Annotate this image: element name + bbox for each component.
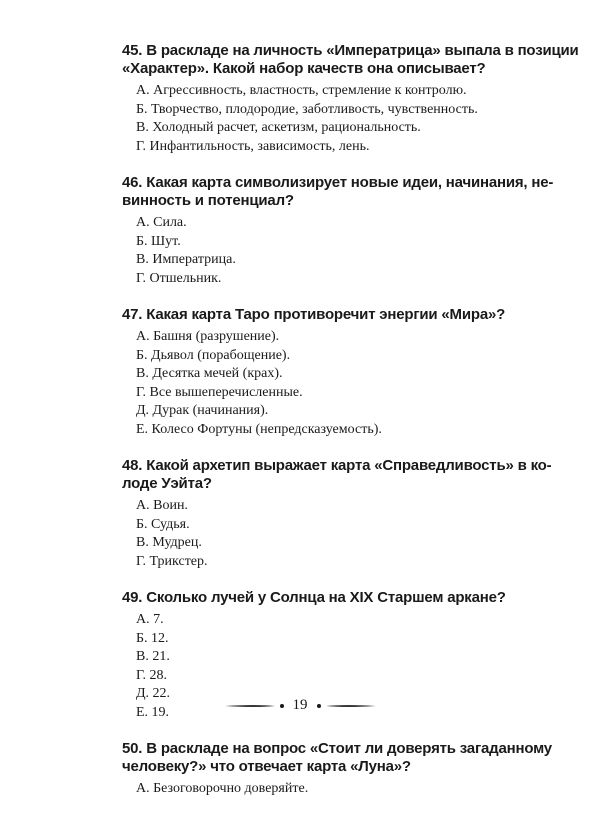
question-block — [122, 42, 579, 156]
question-block — [122, 740, 552, 799]
answer-option: В. Императрица. — [136, 252, 236, 267]
question-title-line: 47. Какая карта Таро противоречит энергии «Мира»? — [122, 306, 506, 323]
answer-option: Г. Отшельник. — [136, 270, 222, 286]
question-title-line: 49. Сколько лучей у Солнца на XIX Старшем аркане? — [122, 589, 506, 606]
answer-option: Д. 22. — [136, 686, 171, 701]
answer-option: Б. Творчество, плодородие, заботливость, чувственность. — [136, 101, 478, 117]
question-title-line: человеку?» что отвечает карта «Луна»? — [122, 758, 411, 775]
page-number: 19 — [292, 697, 308, 713]
question-title-line: винность и потенциал? — [122, 192, 294, 209]
answer-option: Б. 12. — [136, 630, 169, 646]
answer-option: В. 21. — [136, 649, 170, 664]
answer-option: А. Безоговорочно доверяйте. — [136, 781, 309, 796]
answer-option: В. Холодный расчет, аскетизм, рациональность. — [136, 120, 421, 135]
answer-option: Г. Инфантильность, зависимость, лень. — [136, 138, 370, 154]
answer-option: А. Агрессивность, властность, стремление к контролю. — [136, 83, 467, 98]
question-title — [122, 740, 552, 776]
question-title — [122, 174, 554, 210]
question-title-line: 45. В раскладе на личность «Императрица» выпала в позиции — [122, 42, 579, 59]
question-block — [122, 306, 506, 439]
answer-option: Б. Дьявол (порабощение). — [136, 347, 291, 363]
answer-option: А. 7. — [136, 612, 164, 627]
question-title-line: «Характер». Какой набор качеств она описывает? — [122, 60, 486, 77]
question-title — [122, 457, 552, 493]
ornament-right-icon — [314, 701, 376, 711]
question-block — [122, 174, 554, 288]
answer-option: А. Воин. — [136, 498, 188, 513]
question-title — [122, 306, 506, 324]
answer-option: А. Башня (разрушение). — [136, 329, 280, 344]
answer-option: В. Мудрец. — [136, 535, 202, 550]
answer-option: Д. Дурак (начинания). — [136, 403, 269, 418]
question-title-line: 50. В раскладе на вопрос «Стоит ли доверять загаданному — [122, 740, 552, 757]
question-block — [122, 457, 552, 571]
question-title-line: лоде Уэйта? — [122, 475, 212, 492]
answer-option: Б. Шут. — [136, 233, 181, 249]
answer-option: А. Сила. — [136, 215, 187, 230]
question-title-line: 48. Какой архетип выражает карта «Справедливость» в ко- — [122, 457, 552, 474]
answer-option: В. Десятка мечей (крах). — [136, 366, 283, 381]
question-title — [122, 589, 506, 607]
answer-option: Г. Трикстер. — [136, 553, 208, 569]
answer-option: Г. Все вышеперечисленные. — [136, 384, 303, 400]
answer-option: Б. Судья. — [136, 516, 190, 532]
answer-option: Е. Колесо Фортуны (непредсказуемость). — [136, 421, 382, 437]
answer-list — [122, 497, 492, 571]
answer-list — [122, 214, 492, 288]
answer-option: Г. 28. — [136, 667, 168, 683]
ornament-left-icon — [225, 701, 287, 711]
answer-option: Е. 19. — [136, 704, 170, 720]
question-title — [122, 42, 579, 78]
answer-list — [122, 780, 492, 799]
question-title-line: 46. Какая карта символизирует новые идеи, начинания, не- — [122, 174, 554, 191]
answer-list — [122, 328, 492, 439]
page-footer — [0, 697, 600, 714]
answer-list — [122, 82, 492, 156]
